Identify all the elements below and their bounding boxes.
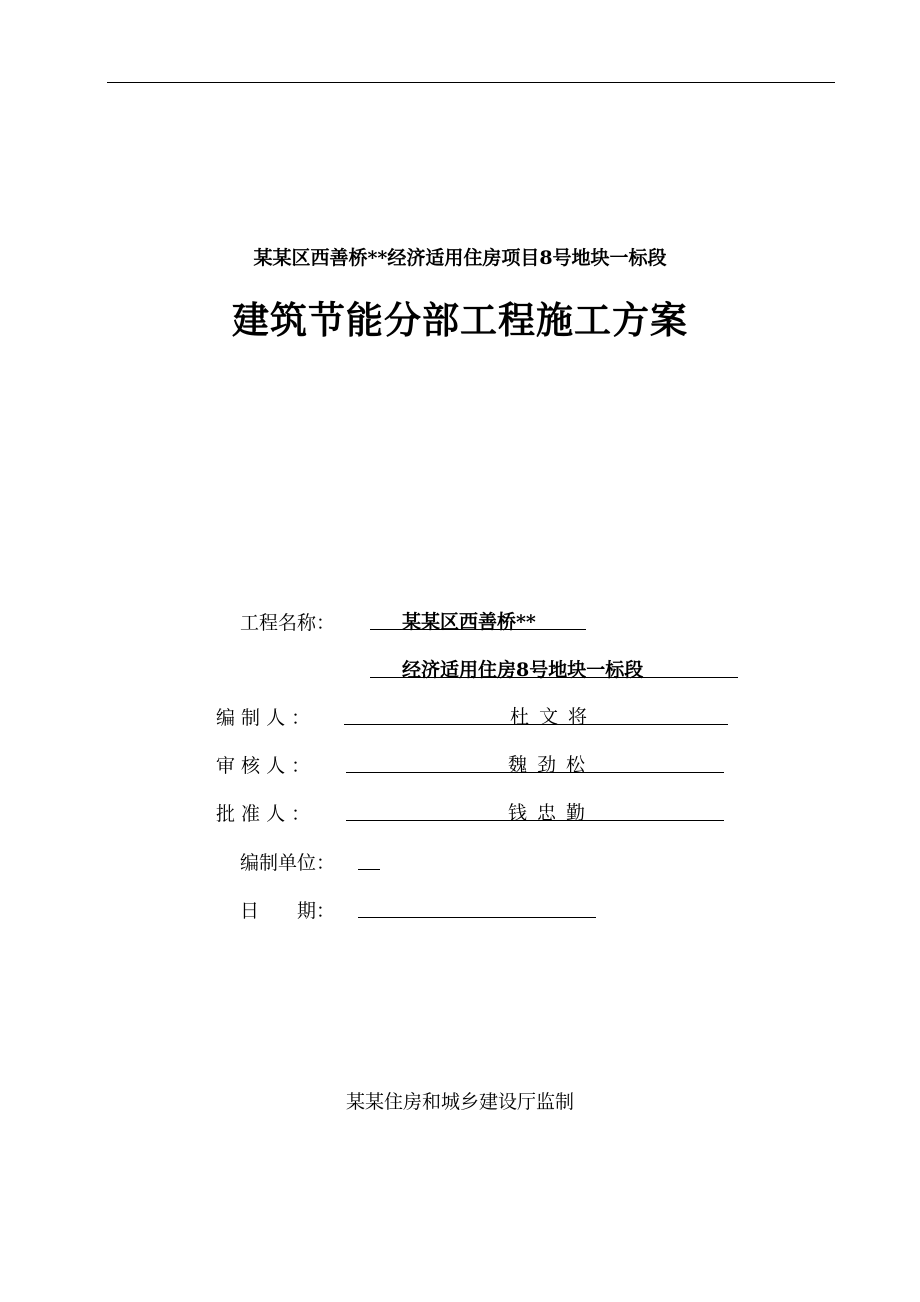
document-title: 建筑节能分部工程施工方案 <box>232 298 688 342</box>
date-label: 日 期： <box>240 900 336 922</box>
reviewer-label: 审 核 人 ： <box>216 755 311 777</box>
project-name-label: 工程名称： <box>240 612 336 634</box>
project-name-line-1 <box>370 605 586 633</box>
project-name-line-2 <box>370 653 738 681</box>
project-name-value-2: 经济适用住房8号地块一标段 <box>402 659 644 681</box>
approver-value: 钱忠勤 <box>508 802 596 824</box>
approver-field <box>346 796 724 824</box>
issuer-footer: 某某住房和城乡建设厅监制 <box>345 1091 574 1113</box>
unit-label: 编制单位： <box>240 852 336 874</box>
compiler-label: 编 制 人 ： <box>216 707 311 729</box>
unit-field <box>358 845 380 870</box>
reviewer-field <box>346 748 724 776</box>
date-field <box>358 893 596 918</box>
project-name-value-1: 某某区西善桥** <box>402 611 536 633</box>
approver-label: 批 准 人 ： <box>216 803 311 825</box>
compiler-field <box>344 700 728 728</box>
reviewer-value: 魏劲松 <box>508 754 596 776</box>
compiler-value: 杜文将 <box>510 706 598 728</box>
project-subtitle: 某某区西善桥**经济适用住房项目8号地块一标段 <box>253 247 667 269</box>
header-rule <box>107 82 835 83</box>
